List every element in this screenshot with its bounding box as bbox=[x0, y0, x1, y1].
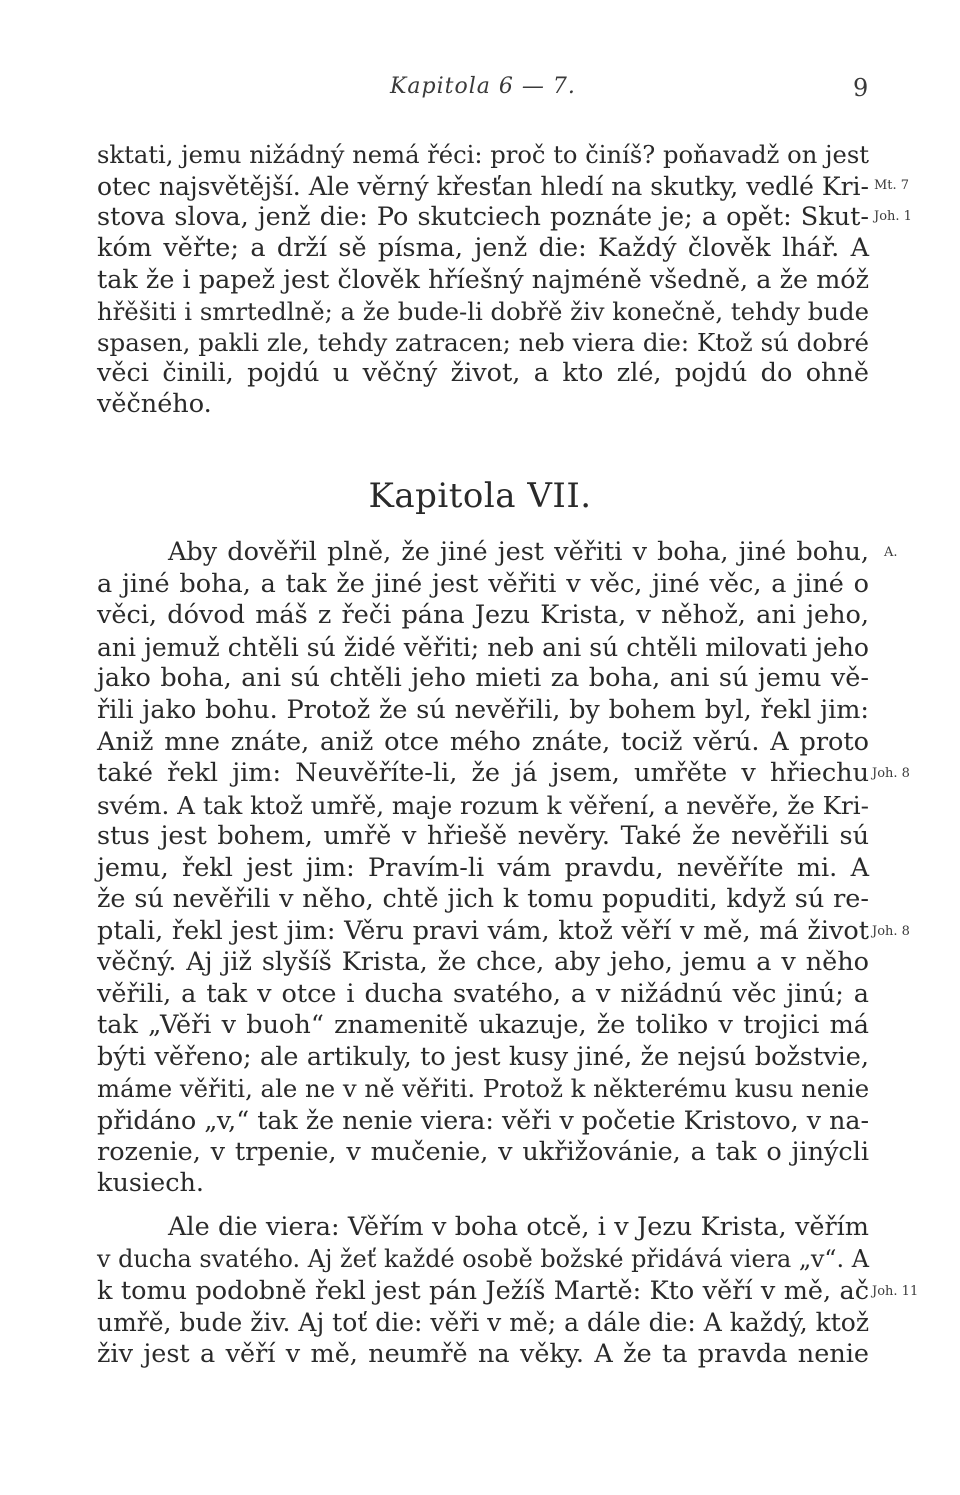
text-line: umřě, bude živ. Aj toť die: věři v mě; a dále die: A každý, ktož bbox=[97, 1308, 869, 1337]
text-line: jemu, řekl jest jim: Pravím-li vám pravdu, nevěříte mi. A bbox=[97, 853, 869, 883]
text-line: že sú nevěřili v něho, chtě jich k tomu popuditi, když sú re- bbox=[97, 884, 869, 914]
text-line: tak že i papež jest člověk hříešný najméně všedně, a že móž bbox=[97, 264, 869, 294]
text-line: Ale die viera: Věřím v boha otcě, i v Jezu Krista, věřím bbox=[168, 1212, 869, 1242]
text-line: věci činili, pojdú u věčný život, a kto zlé, pojdú do ohně bbox=[97, 358, 869, 388]
text-line: věčného. bbox=[97, 389, 212, 419]
margin-note: Joh. 8 bbox=[872, 766, 910, 781]
chapter-title: Kapitola VII. bbox=[368, 476, 592, 516]
text-line: hřěšiti i smrtedlně; a že bude-li dobřě živ konečně, tehdy bude bbox=[97, 297, 869, 326]
text-line: sktati, jemu nižádný nemá řéci: proč to činíš? poňavadž on jest bbox=[97, 141, 869, 169]
text-line: také řekl jim: Neuvěříte-li, že já jsem, umřěte v hřiechu bbox=[97, 758, 869, 788]
text-line: otec najsvětější. Ale věrný křesťan hledí na skutky, vedlé Kri- bbox=[97, 172, 869, 201]
text-line: ptali, řekl jest jim: Věru pravi vám, ktož věří v mě, má život bbox=[97, 916, 869, 946]
text-line: Aby dověřil plně, že jiné jest věřiti v boha, jiné bohu, bbox=[168, 537, 869, 567]
margin-note: Joh. 11 bbox=[872, 1284, 919, 1299]
text-line: ani jemuž chtěli sú židé věřiti; neb ani sú chtěli milovati jeho bbox=[97, 633, 869, 662]
text-line: jako boha, ani sú chtěli jeho mieti za boha, ani sú jemu vě- bbox=[97, 663, 869, 693]
text-line: řili jako bohu. Protož že sú nevěřili, by bohem byl, řekl jim: bbox=[97, 695, 869, 725]
text-line: kusiech. bbox=[97, 1168, 205, 1198]
page-number: 9 bbox=[853, 74, 869, 102]
text-line: přidáno „v,“ tak že nenie viera: věři v početie Kristovo, v na- bbox=[97, 1106, 869, 1135]
text-line: rozenie, v trpenie, v mučenie, v ukřižovánie, a tak o jinýcli bbox=[97, 1137, 869, 1167]
running-head: Kapitola 6 — 7. bbox=[390, 74, 576, 99]
text-line: máme věřiti, ale ne v ně věřiti. Protož k některému kusu nenie bbox=[97, 1074, 870, 1103]
margin-note: Joh. 1 bbox=[874, 209, 912, 224]
text-line: věci, dóvod máš z řeči pána Jezu Krista, v něhož, ani jeho, bbox=[97, 600, 869, 630]
text-line: stova slova, jenž die: Po skutciech poznáte je; a opět: Skut- bbox=[97, 202, 869, 232]
text-line: k tomu podobně řekl jest pán Ježíš Martě: Kto věří v mě, ač bbox=[97, 1276, 869, 1306]
text-line: věřili, a tak v otce i ducha svatého, a v nižádnú věc jinú; a bbox=[97, 979, 869, 1009]
text-line: v ducha svatého. Aj žeť každé osobě božské přidává viera „v“. A bbox=[97, 1245, 869, 1273]
margin-note: Joh. 8 bbox=[872, 924, 910, 939]
margin-note: Mt. 7 bbox=[874, 178, 910, 193]
text-line: Aniž mne znáte, aniž otce mého znáte, tociž věrú. A proto bbox=[97, 727, 869, 757]
text-line: spasen, pakli zle, tehdy zatracen; neb viera die: Ktož sú dobré bbox=[97, 328, 869, 357]
text-line: svém. A tak ktož umřě, maje rozum k věření, a nevěře, že Kri- bbox=[97, 791, 869, 820]
text-line: býti věřeno; ale artikuly, to jest kusy jiné, že nejsú božstvie, bbox=[97, 1042, 869, 1072]
text-line: stus jest bohem, umřě v hřiešě nevěry. Také že nevěřili sú bbox=[97, 821, 869, 851]
text-line: živ jest a věří v mě, neumřě na věky. A že ta pravda nenie bbox=[97, 1339, 869, 1369]
text-line: kóm věřte; a drží sě písma, jenž die: Každý člověk lhář. A bbox=[97, 233, 869, 263]
text-line: tak „Věři v buoh“ znamenitě ukazuje, že toliko v trojici má bbox=[97, 1010, 869, 1040]
margin-note: A. bbox=[884, 545, 898, 560]
text-line: a jiné boha, a tak že jiné jest věřiti v věc, jiné věc, a jiné o bbox=[97, 569, 869, 599]
text-line: věčný. Aj již slyšíš Krista, že chce, aby jeho, jemu a v něho bbox=[97, 947, 869, 977]
